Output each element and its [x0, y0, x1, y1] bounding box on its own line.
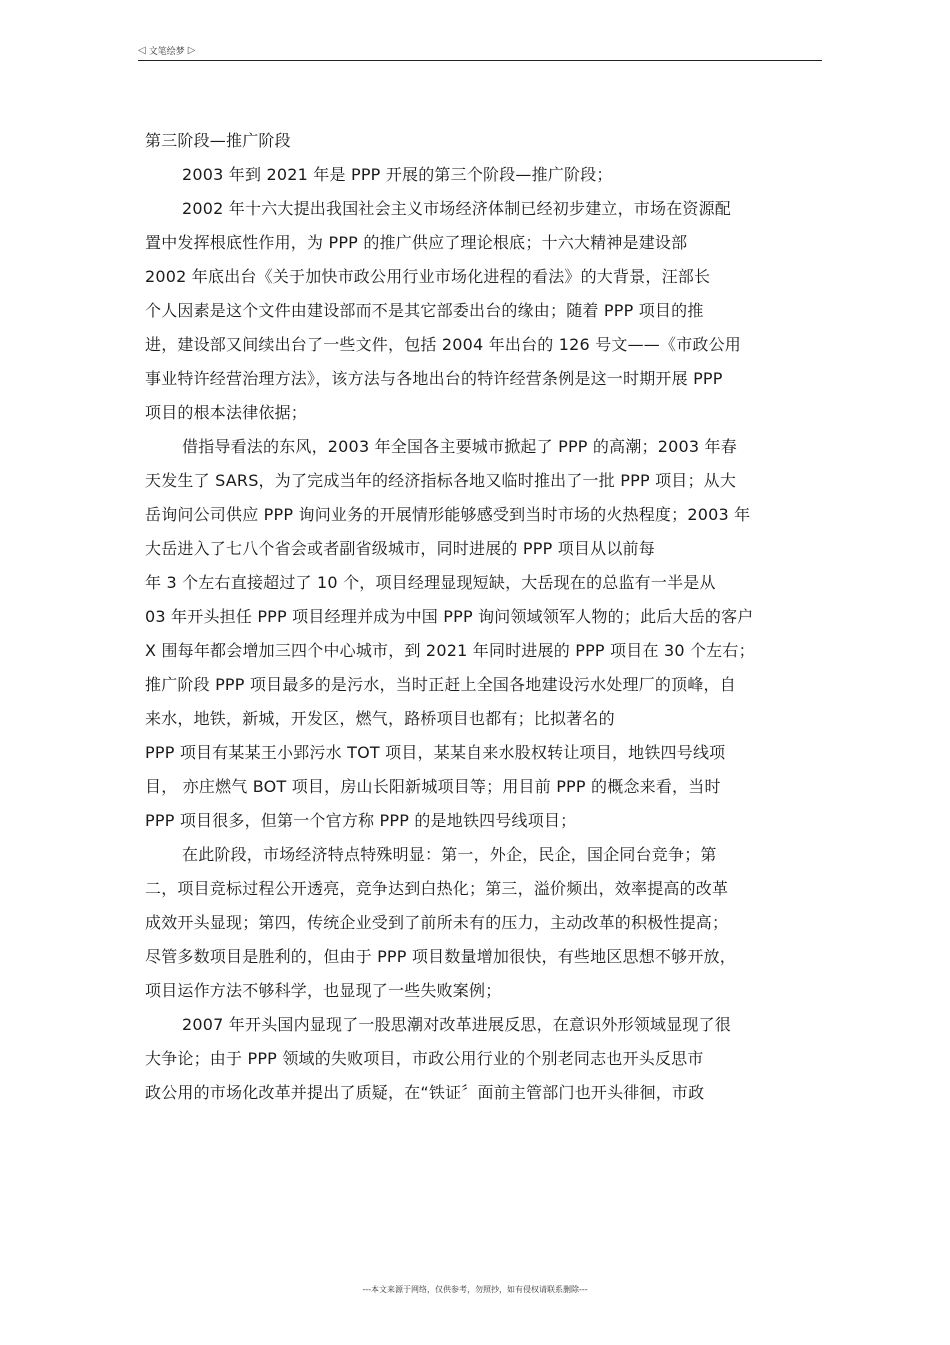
right-triangle-icon: ▷	[187, 45, 196, 56]
document-body	[145, 124, 810, 1110]
text-line: 个人因素是这个文件由建设部而不是其它部委出台的缘由；随着 PPP 项目的推	[145, 301, 704, 320]
text-line: 2002 年底出台《关于加快市政公用行业市场化进程的看法》的大背景，汪部长	[145, 267, 711, 286]
text-line: 大争论；由于 PPP 领域的失败项目，市政公用行业的个别老同志也开头反思市	[145, 1049, 704, 1068]
text-line: 岳询问公司供应 PPP 询问业务的开展情形能够感受到当时市场的火热程度；2003 年	[145, 505, 751, 524]
text-line: 事业特许经营治理方法》，该方法与各地出台的特许经营条例是这一时期开展 PPP	[145, 369, 723, 388]
text-line: PPP 项目很多，但第一个官方称 PPP 的是地铁四号线项目；	[145, 811, 577, 830]
text-line: 在此阶段，市场经济特点特殊明显：第一，外企，民企，国企同台竞争；第	[182, 845, 717, 864]
text-line: 尽管多数项目是胜利的，但由于 PPP 项目数量增加很快，有些地区思想不够开放，	[145, 947, 736, 966]
text-line: 置中发挥根底性作用，为 PPP 的推广供应了理论根底；十六大精神是建设部	[145, 233, 688, 252]
text-line: 目， 亦庄燃气 BOT 项目，房山长阳新城项目等；用目前 PPP 的概念来看，当时	[145, 777, 721, 796]
text-line: 推广阶段 PPP 项目最多的是污水，当时正赶上全国各地建设污水处理厂的顶峰，自	[145, 675, 736, 694]
text-line: 第三阶段—推广阶段	[145, 131, 291, 150]
text-line: X 围每年都会增加三四个中心城市，到 2021 年同时进展的 PPP 项目在 30 个左右；	[145, 641, 755, 660]
page-footer: ---本文来源于网络，仅供参考，勿照抄，如有侵权请联系删除---	[362, 1285, 588, 1294]
text-line: PPP 项目有某某王小郢污水 TOT 项目，某某自来水股权转让项目，地铁四号线项	[145, 743, 726, 762]
text-line: 政公用的市场化改革并提出了质疑，在“铁证〞面前主管部门也开头徘徊，市政	[145, 1083, 705, 1102]
text-line: 项目的根本法律依据；	[145, 403, 308, 422]
text-line: 03 年开头担任 PPP 项目经理并成为中国 PPP 询问领域领军人物的；此后大岳的客户	[145, 607, 754, 626]
text-line: 来水，地铁，新城，开发区，燃气，路桥项目也都有；比拟著名的	[145, 709, 615, 728]
header-title: 文笔绘梦	[148, 47, 185, 57]
left-triangle-icon: ◁	[138, 45, 146, 56]
text-line: 天发生了 SARS，为了完成当年的经济指标各地又临时推出了一批 PPP 项目；从大	[145, 471, 737, 490]
text-line: 大岳进入了七八个省会或者副省级城市，同时进展的 PPP 项目从以前每	[145, 539, 655, 558]
header-divider	[138, 60, 822, 61]
text-line: 借指导看法的东风，2003 年全国各主要城市掀起了 PPP 的高潮；2003 年春	[182, 437, 737, 456]
text-line: 成效开头显现；第四，传统企业受到了前所未有的压力，主动改革的积极性提高；	[145, 913, 729, 932]
text-line: 年 3 个左右直接超过了 10 个，项目经理显现短缺，大岳现在的总监有一半是从	[145, 573, 716, 592]
text-line: 项目运作方法不够科学，也显现了一些失败案例；	[145, 981, 502, 1000]
page-header	[138, 44, 195, 57]
text-line: 二，项目竞标过程公开透亮，竞争达到白热化；第三，溢价频出，效率提高的改革	[145, 879, 729, 898]
text-line: 2007 年开头国内显现了一股思潮对改革进展反思，在意识外形领域显现了很	[182, 1015, 732, 1034]
text-line: 2002 年十六大提出我国社会主义市场经济体制已经初步建立，市场在资源配	[182, 199, 732, 218]
text-line: 2003 年到 2021 年是 PPP 开展的第三个阶段—推广阶段；	[182, 165, 613, 184]
text-line: 进，建设部又间续出台了一些文件，包括 2004 年出台的 126 号文——《市政公用	[145, 335, 742, 354]
